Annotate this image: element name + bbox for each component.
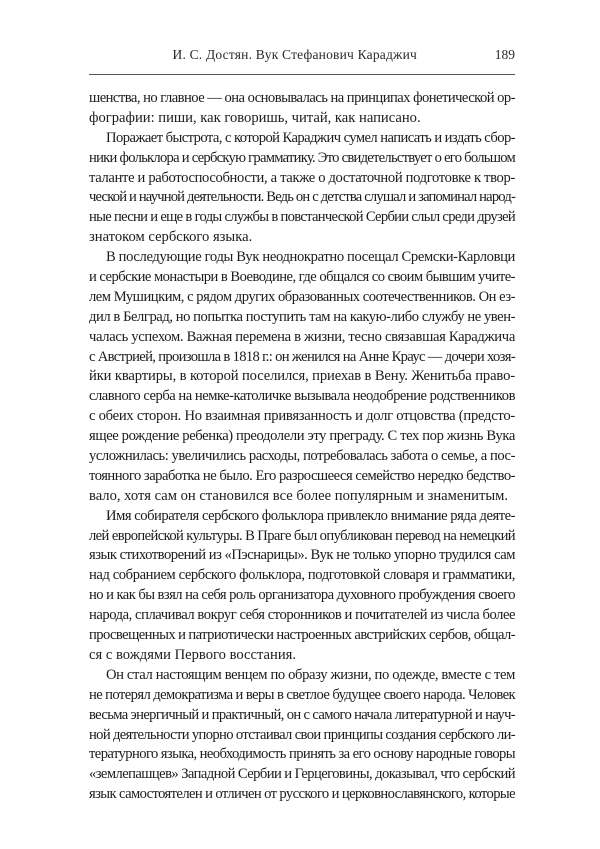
text-line: усложнилась: увеличились расходы, потребовалась забота о семье, а пос- — [89, 448, 515, 465]
text-line: над собранием сербского фольклора, подготовкой словаря и грамматики, — [89, 567, 515, 584]
text-line: весьма энергичный и практичный, он с самого начала литературной и науч- — [89, 706, 515, 723]
text-line: фографии: пиши, как говоришь, читай, как написано. — [89, 109, 421, 126]
text-line: тоянного заработка не было. Его разросшееся семейство нередко бедство- — [89, 467, 516, 484]
text-line: ческой и научной деятельности. Ведь он с детства слушал и запоминал народ- — [89, 189, 515, 206]
text-line: чалась успехом. Важная перемена в жизни, тесно связавшая Караджича — [89, 328, 515, 345]
paragraph-1 — [89, 89, 515, 129]
text-line: «землепашцев» Западной Сербии и Герцеговины, доказывал, что сербский — [89, 766, 516, 783]
text-line: ники фольклора и сербскую грамматику. Это свидетельствует о его большом — [89, 149, 515, 166]
page-number: 189 — [494, 47, 515, 62]
text-line: с обеих сторон. Но взаимная привязанность и долг отцовства (предсто- — [89, 408, 516, 425]
text-line: таланте и работоспособности, а также о достаточной подготовке к твор- — [89, 169, 515, 186]
paragraph-3 — [89, 248, 515, 507]
text-line: Имя собирателя сербского фольклора привлекло внимание ряда деяте- — [106, 507, 516, 524]
text-line: ной деятельности упорно отстаивал свои принципы создания сербского ли- — [89, 726, 515, 743]
text-line: шенства, но главное — она основывалась на принципах фонетической ор- — [89, 90, 516, 106]
running-head — [89, 47, 515, 65]
header-rule — [89, 74, 515, 75]
text-line: Он стал настоящим венцем по образу жизни, по одежде, вместе с тем — [106, 666, 516, 683]
text-line: язык стихотворений из «Пэснарицы». Вук не только упорно трудился сам — [89, 547, 516, 564]
body-text — [89, 89, 515, 805]
text-line: ные песни и еще в годы службы в повстанческой Сербии слыл среди друзей — [89, 209, 515, 226]
paragraph-2 — [89, 129, 515, 248]
text-line: йки квартиры, в которой поселился, приехав в Вену. Женитьба право- — [89, 368, 516, 385]
running-title: И. С. Достян. Вук Стефанович Караджич — [172, 47, 417, 62]
text-line: Поражает быстрота, с которой Караджич сумел написать и издать сбор- — [106, 129, 515, 146]
text-line: дил в Белград, но попытка поступить там на какую-либо службу не увен- — [89, 308, 515, 325]
text-line: не потерял демократизма и веры в светлое будущее своего народа. Человек — [89, 686, 515, 703]
text-line: язык самостоятелен и отличен от русского и церковнославянского, которые — [89, 786, 515, 803]
text-line: тературного языка, необходимость принять за его основу народные говоры — [89, 746, 515, 763]
text-line: В последующие годы Вук неоднократно посещал Сремски-Карловци — [106, 249, 515, 266]
text-line: знатоком сербского языка. — [89, 229, 253, 246]
text-line: но и как бы взял на себя роль организатора духовного пробуждения своего — [89, 587, 516, 604]
text-line: славного серба на немке-католичке вызывала неодобрение родственников — [89, 388, 515, 405]
paragraph-4 — [89, 507, 515, 666]
text-line: лей европейской культуры. В Праге был опубликован перевод на немецкий — [89, 527, 516, 544]
text-line: ся с вождями Первого восстания. — [89, 646, 296, 663]
text-line: просвещенных и патриотически настроенных австрийских сербов, общал- — [89, 627, 516, 644]
paragraph-5 — [89, 666, 515, 805]
text-line: вало, хотя сам он становился все более популярным и знаменитым. — [89, 487, 509, 504]
text-line: народа, сплачивал вокруг себя сторонников и почитателей из числа более — [89, 607, 515, 624]
text-line: лем Мушицким, с рядом других образованных соотечественников. Он ез- — [89, 288, 516, 305]
text-line: с Австрией, произошла в 1818 г.: он женился на Анне Краус — дочери хозя- — [89, 348, 516, 365]
text-line: и сербские монастыри в Воеводине, где общался со своим бывшим учите- — [89, 269, 515, 286]
text-line: ящее рождение ребенка) преодолели эту преграду. С тех пор жизнь Вука — [89, 428, 516, 445]
